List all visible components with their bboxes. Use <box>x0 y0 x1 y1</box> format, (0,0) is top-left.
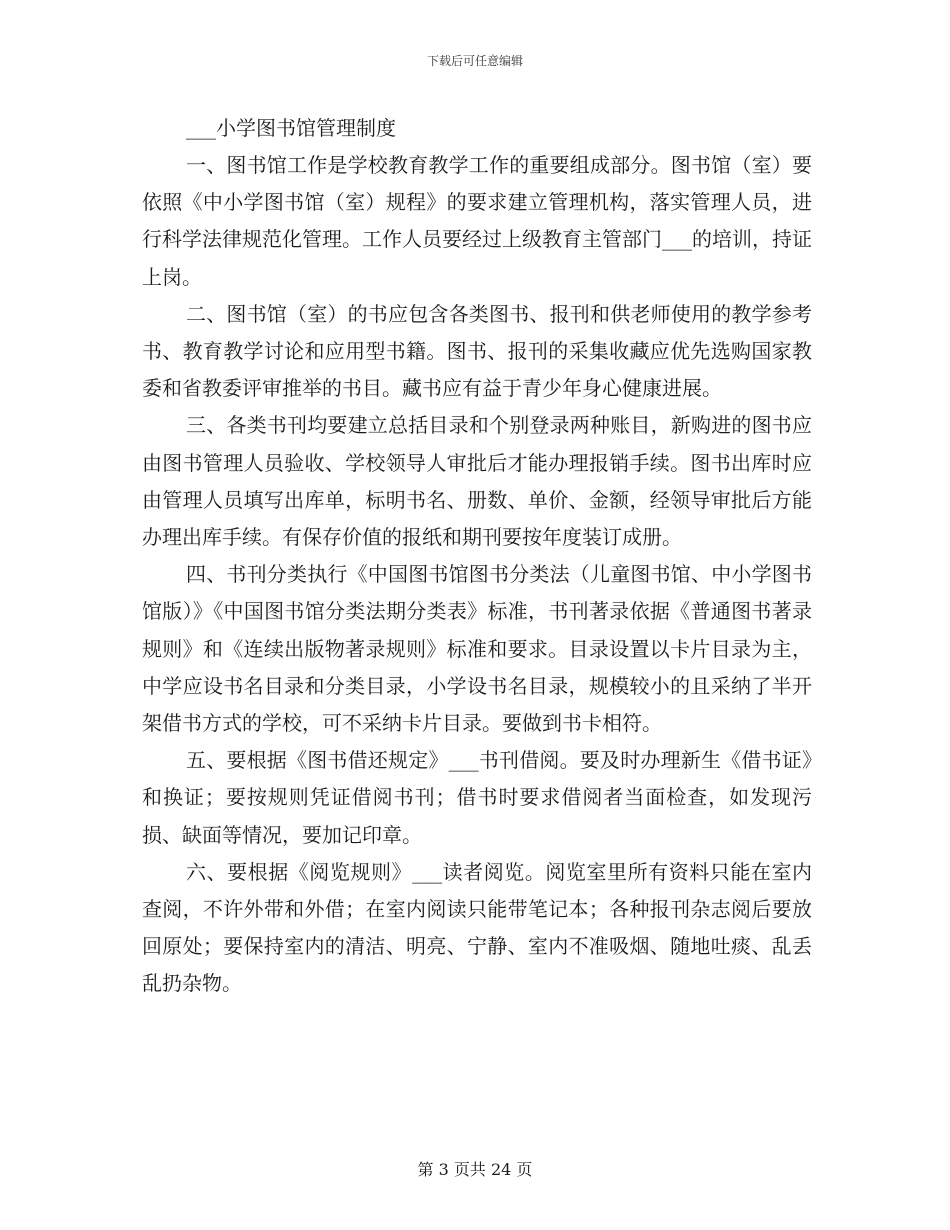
paragraph-2: 二、图书馆（室）的书应包含各类图书、报刊和供老师使用的教学参考书、教育教学讨论和应用型书籍。图书、报刊的采集收藏应优先选购国家教委和省教委评审推举的书目。藏书应有益于青少年身心健康进展。 <box>142 301 812 401</box>
paragraph-4: 四、书刊分类执行《中国图书馆图书分类法（儿童图书馆、中小学图书馆版）》《中国图书馆分类法期分类表》标准，书刊著录依据《普通图书著录规则》和《连续出版物著录规则》标准和要求。目录设置以卡片目录为主，中学应设书名目录和分类目录，小学设书名目录，规模较小的且采纳了半开架借书方式的学校，可不采纳卡片目录。要做到书卡相符。 <box>142 562 812 736</box>
paragraph-1: 一、图书馆工作是学校教育教学工作的重要组成部分。图书馆（室）要依照《中小学图书馆（室）规程》的要求建立管理机构，落实管理人员，进行科学法律规范化管理。工作人员要经过上级教育主管部门___的培训，持证上岗。 <box>142 153 812 289</box>
page-number: 第 3 页共 24 页 <box>417 1160 533 1179</box>
document-title: ___小学图书馆管理制度 <box>186 116 396 140</box>
paragraph-5: 五、要根据《图书借还规定》___书刊借阅。要及时办理新生《借书证》和换证；要按规则凭证借阅书刊；借书时要求借阅者当面检查，如发现污损、缺面等情况，要加记印章。 <box>142 748 812 847</box>
paragraph-6: 六、要根据《阅览规则》___读者阅览。阅览室里所有资料只能在室内查阅，不许外带和外借；在室内阅读只能带笔记本；各种报刊杂志阅后要放回原处；要保持室内的清洁、明亮、宁静、室内不准吸烟、随地吐痰、乱丢乱扔杂物。 <box>142 859 812 996</box>
document-body <box>142 110 812 1003</box>
page-header-note: 下载后可任意编辑 <box>426 54 523 68</box>
paragraph-3: 三、各类书刊均要建立总括目录和个别登录两种账目，新购进的图书应由图书管理人员验收、学校领导人审批后才能办理报销手续。图书出库时应由管理人员填写出库单，标明书名、册数、单价、金额，经领导审批后方能办理出库手续。有保存价值的报纸和期刊要按年度装订成册。 <box>142 413 812 550</box>
